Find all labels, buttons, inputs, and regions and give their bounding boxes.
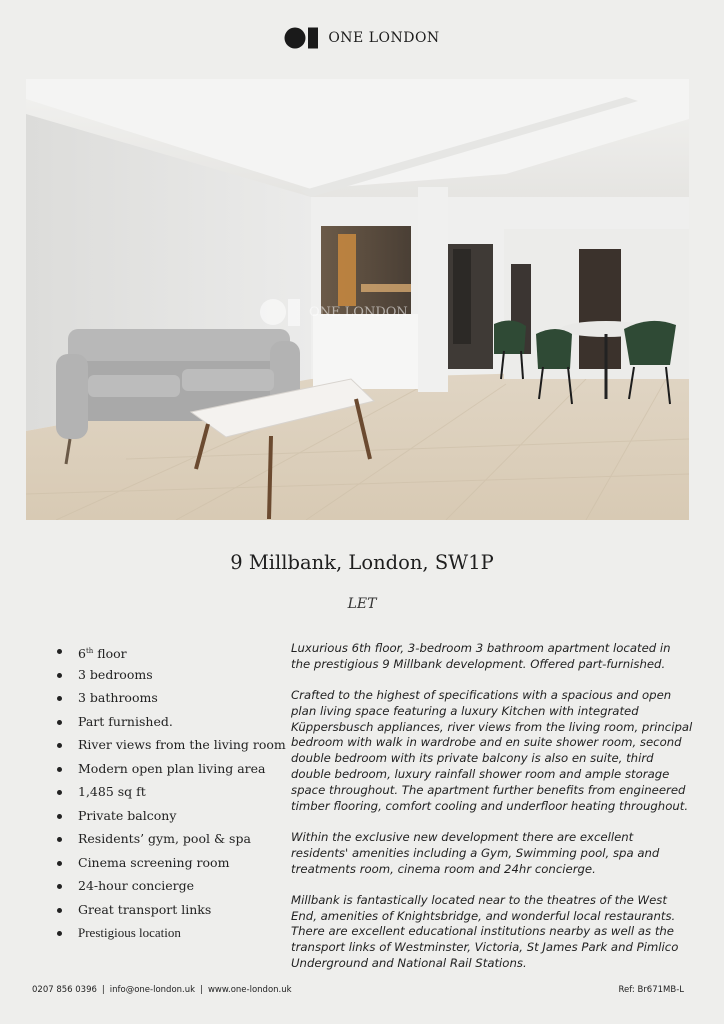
feature-item: Great transport links	[52, 900, 282, 924]
bullet-icon	[57, 931, 62, 936]
feature-item: Cinema screening room	[52, 853, 282, 877]
reference-number: Ref: Br671MB-L	[618, 985, 684, 995]
brand-logo	[0, 27, 724, 49]
photo-watermark: ONE LONDON	[309, 305, 408, 320]
bullet-icon	[57, 790, 62, 795]
description-paragraph: Crafted to the highest of specifications with a spacious and open plan living space featuring a luxury Kitchen with integrated Küppersbusch appliances, river views from the living room, principal bedroom with walk in wardrobe and en suite shower room, second double bedroom with its private balcony is also en suite, third double bedroom, luxury rainfall shower room and ample storage space throughout. The apartment further benefits from engineered timber flooring, comfort cooling and underfloor heating throughout.	[291, 688, 693, 813]
phone-number[interactable]: 0207 856 0396	[32, 985, 97, 995]
bullet-icon	[57, 720, 62, 725]
feature-item: Prestigious location	[52, 923, 282, 947]
property-title: 9 Millbank, London, SW1P	[230, 551, 494, 574]
feature-item: 24-hour concierge	[52, 876, 282, 900]
email-link[interactable]: info@one-london.uk	[109, 985, 196, 995]
property-description	[291, 641, 693, 987]
feature-list	[52, 641, 286, 947]
description-paragraph: Luxurious 6th floor, 3-bedroom 3 bathroom apartment located in the prestigious 9 Millbank development. Offered part-furnished.	[291, 641, 671, 671]
contact-footer	[32, 985, 292, 995]
bullet-icon	[57, 743, 62, 748]
description-paragraph: Within the exclusive new development there are excellent residents' amenities including a Gym, Swimming pool, spa and treatments room, cinema room and 24hr concierge.	[291, 829, 660, 876]
one-london-logo-icon	[284, 27, 320, 49]
description-paragraph: Millbank is fantastically located near to the theatres of the West End, amenities of Knightsbridge, and wonderful local restaurants. There are excellent educational institutions nearby as well as the transport links of Westminster, Victoria, St James Park and Pimlico Underground and National Rail Stations.	[291, 892, 679, 971]
bullet-icon	[57, 837, 62, 842]
feature-item: River views from the living room	[52, 735, 282, 759]
bullet-icon	[57, 884, 62, 889]
property-photo	[26, 79, 689, 520]
feature-item: 3 bedrooms	[52, 665, 282, 689]
bullet-icon	[57, 649, 62, 654]
bullet-icon	[57, 767, 62, 772]
bullet-icon	[57, 814, 62, 819]
bullet-icon	[57, 673, 62, 678]
feature-item: Residents’ gym, pool & spa	[52, 829, 282, 853]
feature-item: 1,485 sq ft	[52, 782, 282, 806]
feature-item: Part furnished.	[52, 712, 282, 736]
feature-item: Modern open plan living area	[52, 759, 282, 783]
listing-status: LET	[347, 596, 377, 612]
feature-item: 6th floor	[52, 641, 282, 665]
bullet-icon	[57, 696, 62, 701]
separator: |	[101, 985, 105, 995]
bullet-icon	[57, 908, 62, 913]
feature-item: Private balcony	[52, 806, 282, 830]
brand-name: ONE LONDON	[328, 30, 440, 46]
bullet-icon	[57, 861, 62, 866]
website-link[interactable]: www.one-london.uk	[207, 985, 292, 995]
feature-item: 3 bathrooms	[52, 688, 282, 712]
separator: |	[200, 985, 203, 995]
